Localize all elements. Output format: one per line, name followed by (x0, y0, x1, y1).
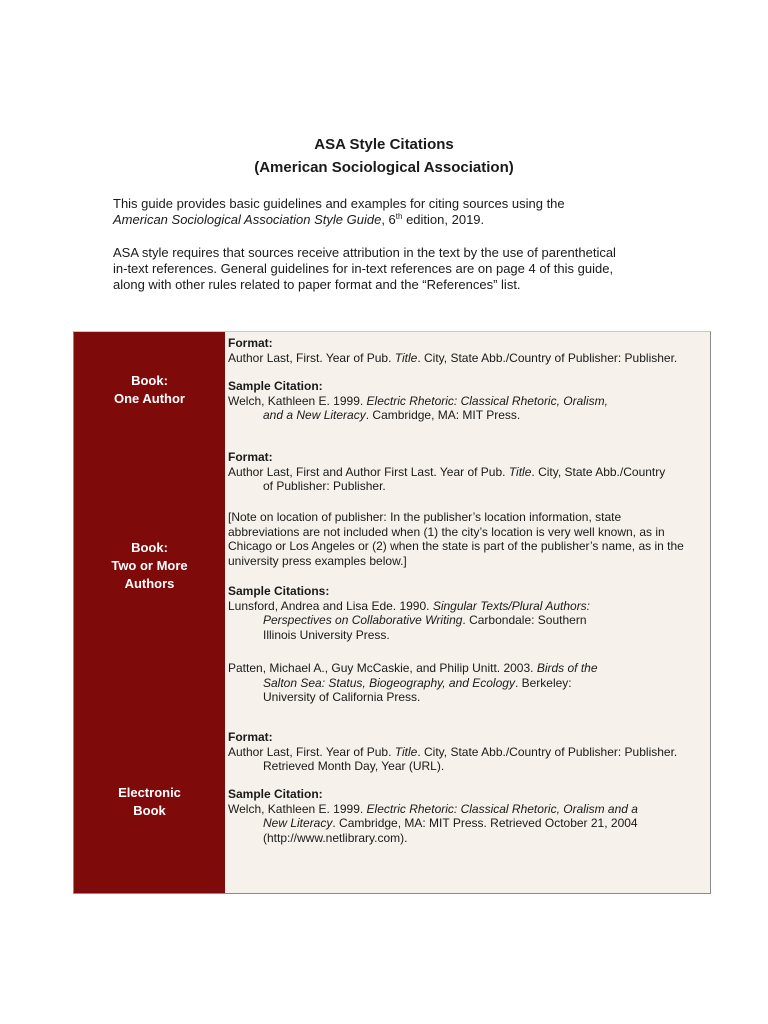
citation-continuation (228, 408, 706, 423)
sample-block-book-two (228, 584, 706, 642)
citation-text: . Berkeley: (514, 675, 572, 690)
format-text: Author Last, First. Year of Pub. (228, 744, 395, 759)
title-line-2: (American Sociological Association) (254, 159, 514, 176)
category-label-line: Electronic (118, 785, 181, 800)
format-text: Author Last, First. Year of Pub. (228, 350, 395, 365)
intro-paragraph-1 (113, 196, 673, 228)
sample-block-ebook (228, 787, 706, 845)
category-label-line: Authors (124, 576, 175, 591)
citation-continuation (228, 816, 706, 831)
intro-text: , 6 (381, 212, 396, 227)
citation-continuation: (http://www.netlibrary.com). (263, 830, 408, 845)
format-title: Title (508, 464, 532, 479)
format-block-book-two (228, 450, 706, 494)
sample-heading: Sample Citation: (228, 787, 323, 801)
format-heading: Format: (228, 336, 273, 350)
citation-text: . Carbondale: Southern (462, 613, 587, 627)
citation-text: . Cambridge, MA: MIT Press. Retrieved October 21, 2004 (332, 816, 638, 830)
format-heading: Format: (228, 730, 273, 744)
sample-heading: Sample Citation: (228, 379, 323, 393)
citation-text: Welch, Kathleen E. 1999. (228, 393, 367, 408)
intro-line: along with other rules related to paper format and the “References” list. (113, 277, 521, 292)
note-line: abbreviations are not included when (1) the city’s location is very well known, as in (228, 524, 665, 539)
sample-heading: Sample Citations: (228, 584, 330, 598)
category-label-line: Book (133, 803, 166, 818)
format-text: . City, State Abb./Country (531, 464, 666, 479)
format-block-ebook (228, 730, 706, 774)
sample-citation-2-book-two (228, 661, 706, 705)
citation-text: Lunsford, Andrea and Lisa Ede. 1990. (228, 598, 433, 613)
citation-title: Birds of the (536, 661, 598, 675)
citation-table (73, 331, 711, 894)
citation-text: . Cambridge, MA: MIT Press. (365, 408, 521, 422)
category-column (74, 332, 225, 893)
format-title: Title (394, 350, 418, 365)
citation-text: Patten, Michael A., Guy McCaskie, and Philip Unitt. 2003. (228, 661, 537, 675)
intro-text: edition, 2019. (402, 212, 485, 227)
format-text: . City, State Abb./Country of Publisher: Publisher. (417, 350, 678, 365)
category-electronic-book (74, 784, 225, 820)
format-text: . City, State Abb./Country of Publisher: Publisher. (417, 744, 678, 759)
superscript: th (395, 212, 403, 221)
format-title: Title (394, 744, 418, 759)
category-label-line: One Author (113, 391, 185, 406)
intro-line: in-text references. General guidelines for in-text references are on page 4 of this guide, (113, 261, 614, 276)
citation-continuation: University of California Press. (263, 690, 421, 704)
citation-text: Welch, Kathleen E. 1999. (228, 801, 367, 816)
style-guide-title: American Sociological Association Style Guide (113, 212, 382, 227)
intro-line: ASA style requires that sources receive attribution in the text by the use of parenthetical (113, 245, 616, 260)
title-line-1: ASA Style Citations (314, 136, 454, 153)
citation-title: Electric Rhetoric: Classical Rhetoric, Oralism and a (366, 801, 638, 816)
format-heading: Format: (228, 450, 273, 464)
format-continuation: Retrieved Month Day, Year (URL). (263, 759, 445, 773)
citation-title: Salton Sea: Status, Biogeography, and Ecology (263, 675, 515, 690)
citation-content (225, 332, 710, 893)
citation-continuation (228, 613, 706, 628)
category-label-line: Two or More (111, 558, 188, 573)
note-line: [Note on location of publisher: In the publisher’s location information, state (228, 510, 622, 524)
intro-text: This guide provides basic guidelines and examples for citing sources using the (113, 196, 565, 211)
citation-title: Perspectives on Collaborative Writing (263, 613, 463, 627)
category-book-two-authors (74, 539, 225, 593)
intro-paragraph-2 (113, 245, 673, 293)
note-line: university press examples below.] (228, 553, 407, 568)
publisher-note (228, 510, 706, 568)
format-block-book-one (228, 336, 706, 365)
citation-title: Singular Texts/Plural Authors: (432, 598, 591, 613)
format-continuation: of Publisher: Publisher. (263, 479, 386, 493)
category-label-line: Book: (131, 540, 168, 555)
citation-continuation (228, 676, 706, 691)
category-label-line: Book: (131, 373, 168, 388)
note-line: Chicago or Los Angeles or (2) when the state is part of the publisher’s name, as in the (228, 539, 684, 553)
format-text: Author Last, First and Author First Last. Year of Pub. (228, 464, 509, 479)
sample-block-book-one (228, 379, 706, 423)
citation-title: Electric Rhetoric: Classical Rhetoric, Oralism, (366, 393, 608, 408)
document-title (0, 133, 768, 179)
citation-title: and a New Literacy (263, 408, 366, 422)
category-book-one-author (74, 372, 225, 408)
citation-title: New Literacy (263, 816, 333, 830)
citation-continuation: Illinois University Press. (263, 627, 390, 642)
